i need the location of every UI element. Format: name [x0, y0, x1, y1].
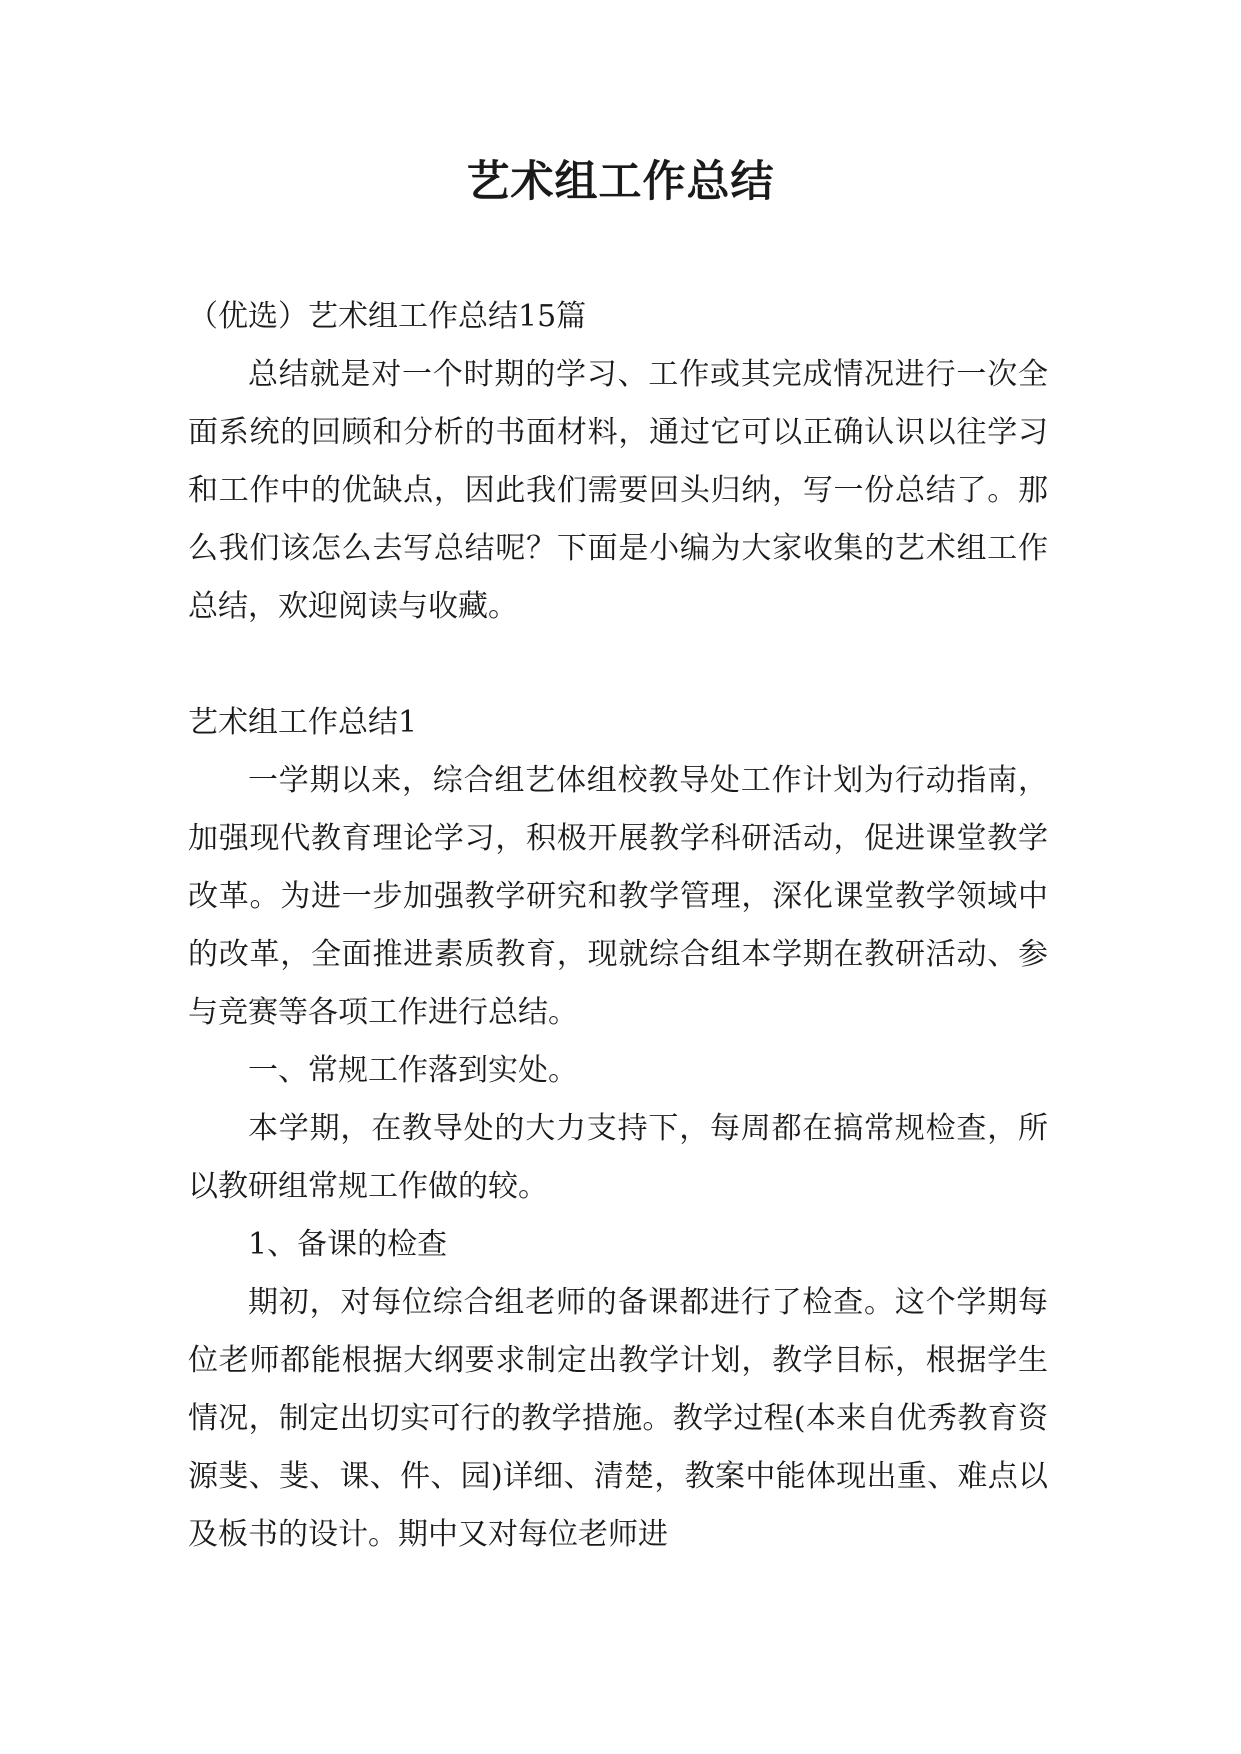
document-title: 艺术组工作总结	[466, 157, 775, 207]
body-paragraph: 期初，对每位综合组老师的备课都进行了检查。这个学期每位老师都能根据大纲要求制定出教学计划，教学目标，根据学生情况，制定出切实可行的教学措施。教学过程(本来自优秀教育资源斐、斐、课、件、园)详细、清楚，教案中能体现出重、难点以及板书的设计。期中又对每位老师进	[188, 1285, 1048, 1552]
body-paragraph: 一学期以来，综合组艺体组校教导处工作计划为行动指南，加强现代教育理论学习，积极开展教学科研活动，促进课堂教学改革。为进一步加强教学研究和教学管理，深化课堂教学领域中的改革，全面推进素质教育，现就综合组本学期在教研活动、参与竞赛等各项工作进行总结。	[188, 763, 1048, 1030]
body-paragraph: 本学期，在教导处的大力支持下，每周都在搞常规检查，所以教研组常规工作做的较。	[188, 1111, 1048, 1204]
paragraph-spacer	[188, 636, 1048, 694]
section-heading: 艺术组工作总结1	[188, 705, 418, 740]
body-paragraph: 1、备课的检查	[248, 1227, 448, 1262]
intro-paragraph: 总结就是对一个时期的学习、工作或其完成情况进行一次全面系统的回顾和分析的书面材料，通过它可以正确认识以往学习和工作中的优缺点，因此我们需要回头归纳，写一份总结了。那么我们该怎么去写总结呢？下面是小编为大家收集的艺术组工作总结，欢迎阅读与收藏。	[188, 357, 1048, 624]
body-paragraph: 一、常规工作落到实处。	[248, 1053, 578, 1088]
document-body	[188, 288, 1048, 1564]
document-subtitle: （优选）艺术组工作总结15篇	[188, 299, 587, 334]
